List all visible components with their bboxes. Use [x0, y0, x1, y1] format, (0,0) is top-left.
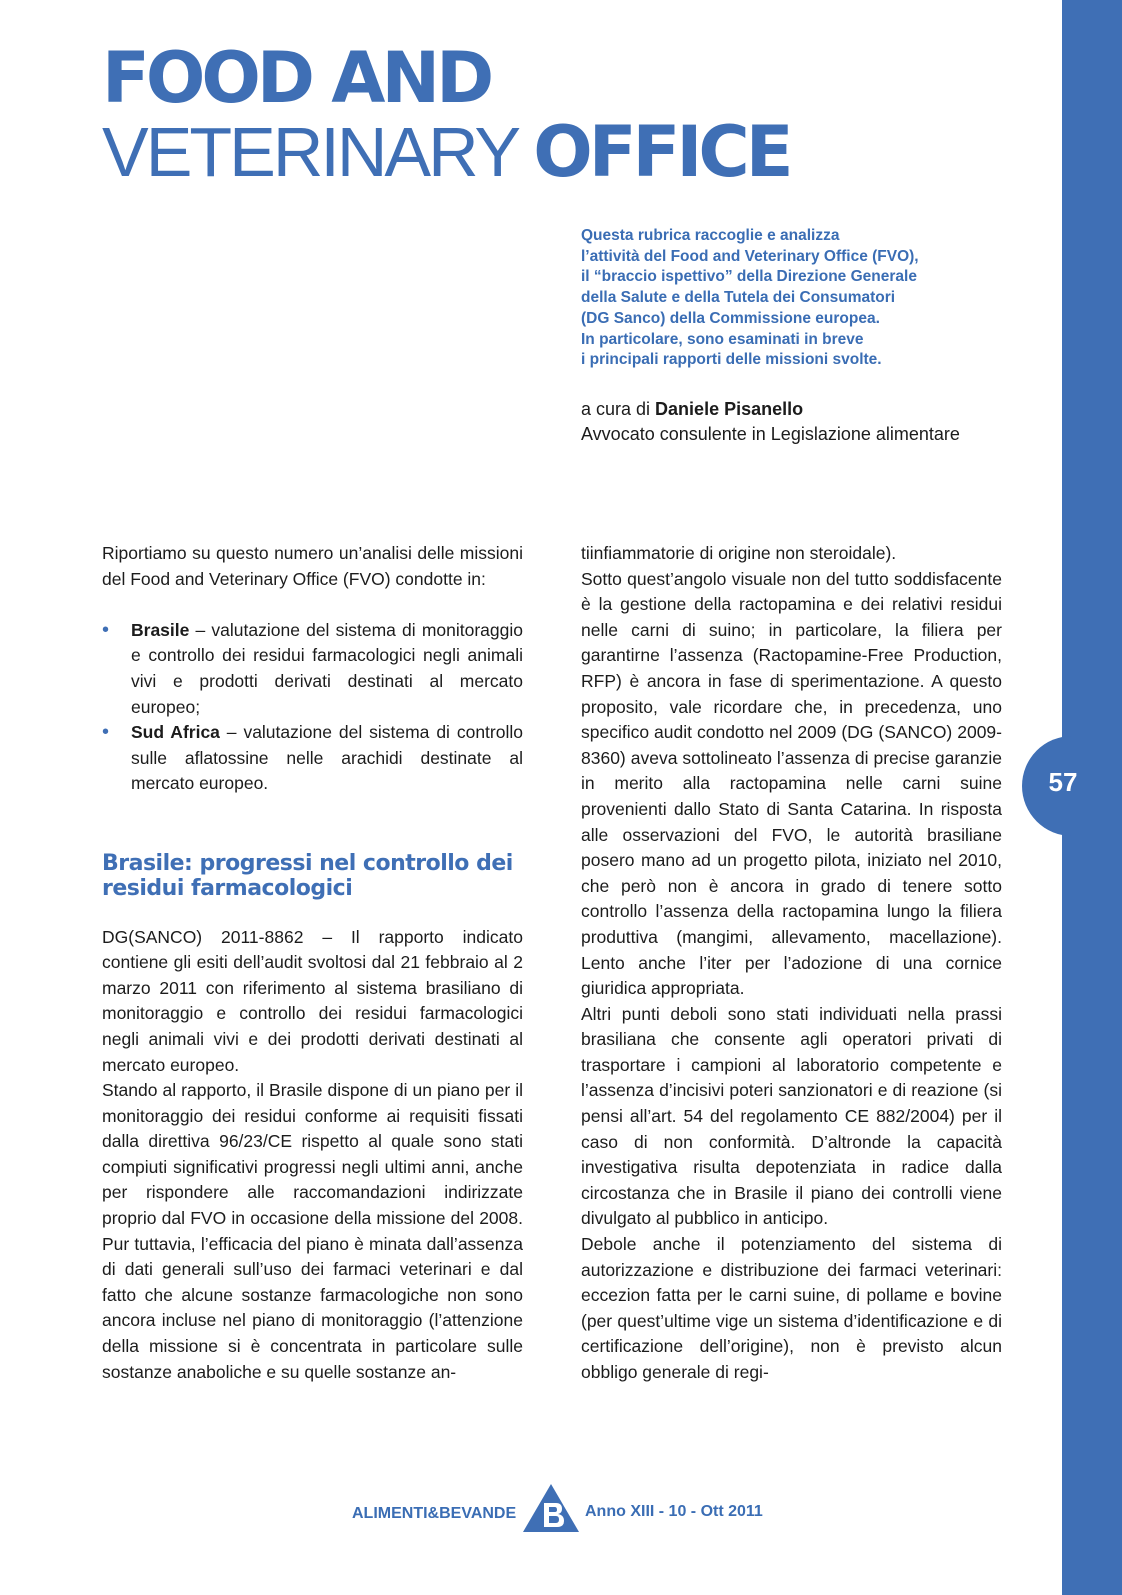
intro-line: l’attività del Food and Veterinary Office (FVO), — [581, 247, 919, 265]
byline-prefix: a cura di — [581, 399, 656, 419]
body-paragraph: Stando al rapporto, il Brasile dispone di un piano per il monitoraggio dei residui conforme ai requisiti fissati dalla direttiva 96/23/CE rispetto al quale sono stati compiuti significativi progressi negli ultimi anni, anche per rispondere alle raccomandazioni indirizzate proprio dal FVO in occasione della missione del 2008. Pur tuttavia, l’efficacia del piano è minata dall’assenza di dati generali sull’uso dei farmaci veterinari e dal fatto che alcune sostanze farmacologiche non sono ancora incluse nel piano di monitoraggio (l’attenzione della missione si è concentrata in particolare sulle sostanze anaboliche e su quelle sostanze an- — [102, 1080, 523, 1382]
lead-paragraph: Riportiamo su questo numero un’analisi delle missioni del Food and Veterinary Office (FVO) condotte in: — [102, 543, 523, 589]
intro-line: il “braccio ispettivo” della Direzione Generale — [581, 268, 917, 286]
intro-line: Questa rubrica raccoglie e analizza — [581, 227, 840, 244]
title-light-word: VETERINARY — [102, 113, 534, 191]
body-paragraph: tiinfiammatorie di origine non steroidale). — [581, 543, 897, 563]
mission-list — [102, 618, 523, 797]
list-item-term: Sud Africa — [131, 722, 220, 743]
intro-line: In particolare, sono esaminati in breve — [581, 330, 864, 348]
title-bold-word: OFFICE — [533, 111, 790, 193]
list-item-text: – valutazione del sistema di controllo sulle aflatossine nelle arachidi destinate al mercato europeo. — [131, 722, 523, 794]
page-number: 57 — [1048, 767, 1078, 797]
title-line-2 — [102, 112, 790, 192]
intro-line: (DG Sanco) della Commissione europea. — [581, 309, 880, 327]
body-paragraph: Sotto quest’angolo visuale non del tutto soddisfacente è la gestione della ractopamina e dei relativi residui nelle carni di suino; in particolare, la filiera per garantirne l’assenza (Ractopamine-Free Production, RFP) è ancora in fase di sperimentazione. A questo proposito, vale ricordare che, in precedenza, uno specifico audit condotto nel 2009 (DG (SANCO) 2009-8360) aveva sottolineato l’assenza di precise garanzie in merito alla ractopamina nelle carni suine provenienti dallo Stato di Santa Catarina. In risposta alle osservazioni del FVO, le autorità brasiliane posero mano ad un progetto pilota, iniziato nel 2010, che però non è ancora in grado di tenere sotto controllo l’assenza della ractopamina lungo la filiera produttiva (mangimi, allevamento, macellazione). Lento anche l’iter per l’adozione di una cornice giuridica appropriata. — [581, 568, 1002, 999]
issue-info: Anno XIII - 10 - Ott 2011 — [585, 1503, 763, 1520]
page-number-tab — [1022, 736, 1122, 836]
author-role: Avvocato consulente in Legislazione alimentare — [581, 424, 960, 444]
body-paragraph: DG(SANCO) 2011-8862 – Il rapporto indicato contiene gli esiti dell’audit svoltosi dal 21 febbraio al 2 marzo 2011 con riferimento al sistema brasiliano di monitoraggio e controllo dei residui farmacologici negli animali vivi e dei prodotti derivati destinati al mercato europeo. — [102, 926, 523, 1075]
list-item — [102, 720, 523, 797]
byline-author-line — [581, 397, 1021, 422]
body-paragraph: Altri punti deboli sono stati individuati nella prassi brasiliana che consente agli operatori privati di trasportare i campioni al laboratorio competente e l’assenza d’incisivi poteri sanzionatori e di reazione (si pensi all’art. 54 del regolamento CE 882/2004) per il caso di non conformità. D’altronde la capacità investigativa risulta depotenziata in radice dalla circostanza che in Brasile il piano dei controlli viene divulgato al pubblico in anticipo. — [581, 1003, 1002, 1229]
magazine-name: ALIMENTI&BEVANDE — [352, 1505, 517, 1522]
byline — [581, 397, 1021, 447]
body-paragraph: Debole anche il potenziamento del sistema di autorizzazione e distribuzione dei farmaci veterinari: eccezion fatta per le carni suine, di pollame e bovine (per quest’ultime vige un sistema d’identificazione e di certificazione dell’origine), non è previsto alcun obbligo generale di regi- — [581, 1234, 1002, 1382]
left-column — [102, 541, 523, 1385]
triangle-b-logo-icon — [522, 1483, 580, 1533]
intro-blurb — [581, 226, 1001, 371]
intro-line: i principali rapporti delle missioni svolte. — [581, 351, 882, 369]
section-heading: Brasile: progressi nel controllo dei residui farmacologici — [102, 850, 513, 901]
title-line-1: FOOD AND — [102, 37, 491, 119]
list-item — [102, 618, 523, 720]
page-footer — [0, 1480, 1122, 1550]
list-item-text: – valutazione del sistema di monitoraggio e controllo dei residui farmacologici negli animali vivi e prodotti derivati destinati al mercato europeo; — [131, 619, 523, 717]
intro-line: della Salute e della Tutela dei Consumatori — [581, 289, 896, 307]
author-name: Daniele Pisanello — [655, 399, 804, 419]
right-column — [581, 541, 1002, 1386]
list-item-term: Brasile — [131, 619, 190, 640]
